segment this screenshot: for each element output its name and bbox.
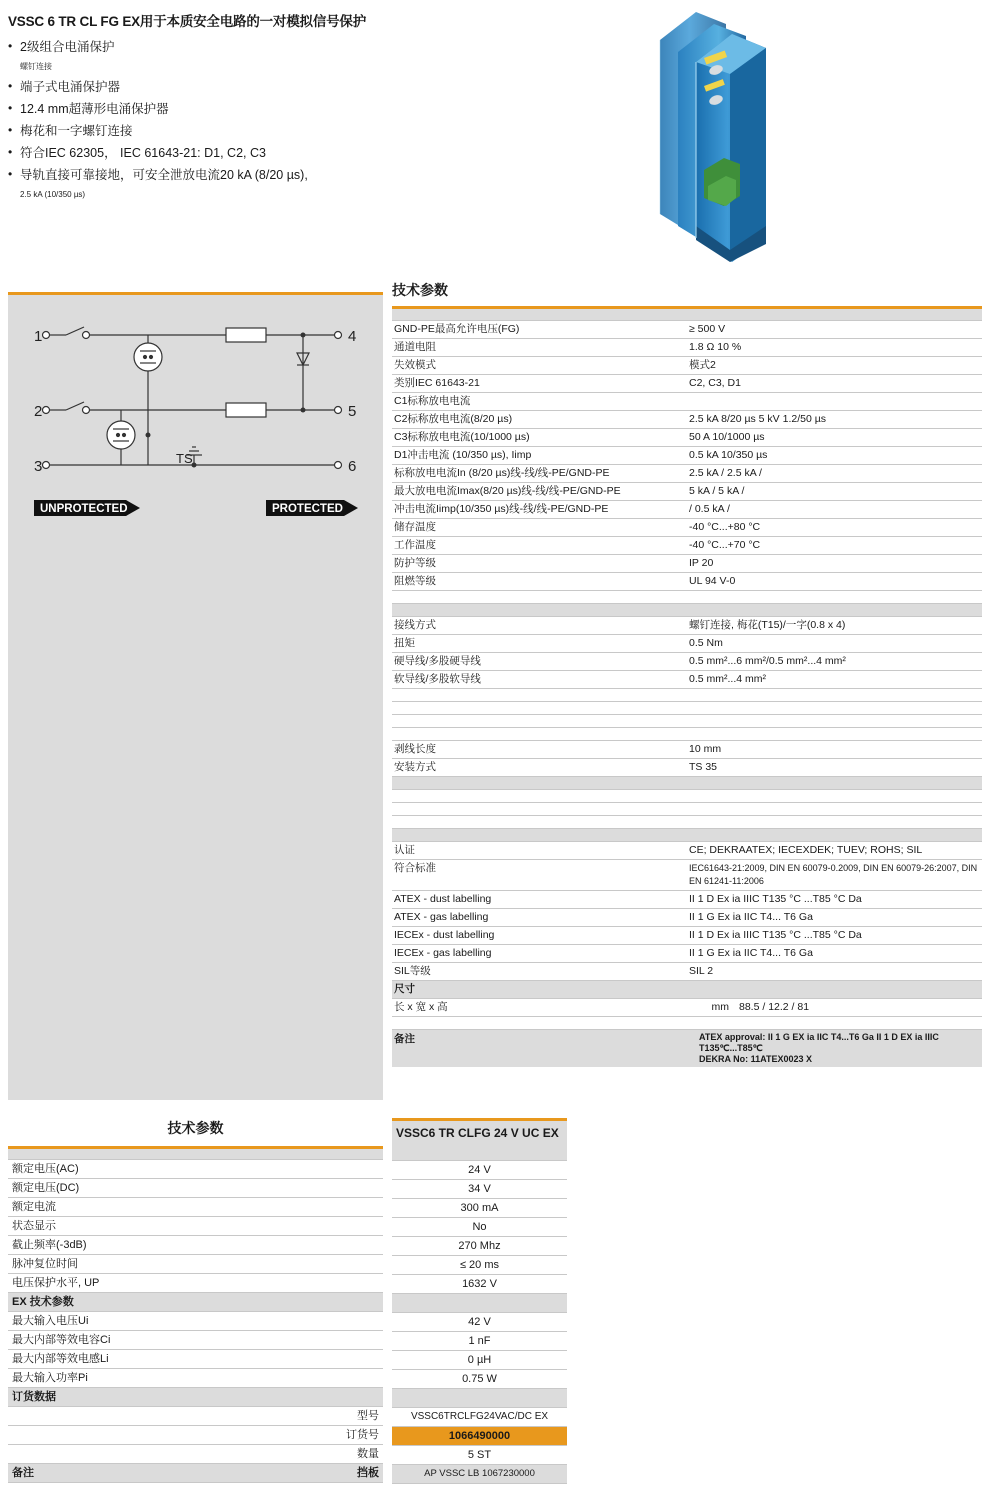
spec-key: 硬导线/多股硬导线: [392, 653, 687, 671]
spec-key: 最大内部等效电感Li: [8, 1350, 383, 1369]
terminal-label-5: 5: [348, 403, 357, 420]
table-row: [8, 1236, 383, 1255]
spec-key: 截止频率(-3dB): [8, 1236, 383, 1255]
spec-key: 安装方式: [392, 759, 687, 777]
spec-value: IP 20: [687, 555, 982, 573]
list-item: [8, 100, 408, 118]
table-row: [392, 1350, 567, 1369]
table-row: [392, 1198, 567, 1217]
spec-value: IEC61643-21:2009, DIN EN 60079-0.2009, DIN EN 60079-26:2007, DIN EN 61241-11:2006: [687, 860, 982, 891]
spec-value: 0.5 kA 10/350 µs: [687, 447, 982, 465]
feature-bullet-list: [8, 38, 408, 206]
spec-key: 防护等级: [392, 555, 687, 573]
table-row: [392, 555, 982, 573]
spec-value: 0.5 mm²...4 mm²: [687, 671, 982, 689]
order-value-artnum: 1066490000: [392, 1426, 567, 1445]
bullet-text: 梅花和一字螺钉连接: [20, 124, 133, 138]
bullet-subtext: 2.5 kA (10/350 µs): [20, 190, 86, 199]
spec-key: 脉冲复位时间: [8, 1255, 383, 1274]
bottom-spec-table: [8, 1146, 383, 1483]
table-row: [392, 671, 982, 689]
table-row: [392, 1464, 567, 1483]
spec-value: II 1 D Ex ia IIIC T135 °C ...T85 °C Da: [687, 891, 982, 909]
spec-value: -40 °C...+80 °C: [687, 519, 982, 537]
table-row: [392, 1217, 567, 1236]
remark-key: 备注: [8, 1464, 196, 1482]
spec-key: 额定电压(AC): [8, 1160, 383, 1179]
spec-value: 0.75 W: [392, 1369, 567, 1388]
spec-value: 模式2: [687, 357, 982, 375]
table-row: [392, 741, 982, 759]
list-item: [8, 38, 408, 74]
remark-line-1: ATEX approval: II 1 G EX ia IIC T4...T6 Ga II 1 D EX ia IIIC T135℃...T85℃: [699, 1032, 939, 1053]
spec-value: 42 V: [392, 1312, 567, 1331]
table-row: [8, 1312, 383, 1331]
terminal-label-3: 3: [34, 458, 43, 475]
order-key-artnum: 订货号: [8, 1426, 383, 1445]
order-key-model: 型号: [8, 1407, 383, 1426]
spec-key: 认证: [392, 842, 687, 860]
spec-key: 储存温度: [392, 519, 687, 537]
remark-line-2: DEKRA No: 11ATEX0023 X: [699, 1054, 813, 1064]
dimensions-key: 长 x 宽 x 高: [392, 999, 697, 1017]
table-row: [392, 483, 982, 501]
spec-key: C1标称放电电流: [392, 393, 687, 411]
spec-value: CE; DEKRAATEX; IECEXDEK; TUEV; ROHS; SIL: [687, 842, 982, 860]
dimensions-unit: mm: [697, 999, 737, 1017]
spec-value: 34 V: [392, 1179, 567, 1198]
table-row: [8, 1407, 383, 1426]
spec-value: 0.5 mm²...6 mm²/0.5 mm²...4 mm²: [687, 653, 982, 671]
dimensions-value: 88.5 / 12.2 / 81: [737, 999, 982, 1017]
spec-key: D1冲击电流 (10/350 µs), Iimp: [392, 447, 687, 465]
order-section-header: 订货数据: [8, 1388, 383, 1407]
order-value-model: VSSC6TRCLFG24VAC/DC EX: [392, 1407, 567, 1426]
list-item: [8, 78, 408, 96]
spec-key: IECEx - gas labelling: [392, 945, 687, 963]
spec-value: / 0.5 kA /: [687, 501, 982, 519]
unprotected-label: UNPROTECTED: [40, 503, 128, 515]
table-row: [8, 1198, 383, 1217]
spec-value: ≤ 20 ms: [392, 1255, 567, 1274]
spec-key: 最大放电电流Imax(8/20 µs)线-线/线-PE/GND-PE: [392, 483, 687, 501]
ts-label: TS: [176, 451, 193, 466]
table-row: [8, 1350, 383, 1369]
spec-value: 1 nF: [392, 1331, 567, 1350]
spec-key: C3标称放电电流(10/1000 µs): [392, 429, 687, 447]
spec-key: ATEX - gas labelling: [392, 909, 687, 927]
bullet-text: 符合IEC 62305， IEC 61643-21: D1, C2, C3: [20, 146, 266, 160]
table-row: [392, 1236, 567, 1255]
table-row: [392, 653, 982, 671]
table-row: [392, 321, 982, 339]
table-row: [392, 1369, 567, 1388]
terminal-label-6: 6: [348, 458, 357, 475]
spec-value: TS 35: [687, 759, 982, 777]
order-key-qty: 数量: [8, 1445, 383, 1464]
bullet-text: 12.4 mm超薄形电涌保护器: [20, 102, 169, 116]
spec-value: II 1 G Ex ia IIC T4... T6 Ga: [687, 909, 982, 927]
table-row: [392, 1255, 567, 1274]
table-row: [392, 357, 982, 375]
spec-key: 冲击电流Iimp(10/350 µs)线-线/线-PE/GND-PE: [392, 501, 687, 519]
spec-key: 通道电阻: [392, 339, 687, 357]
table-row: [8, 1274, 383, 1293]
spec-value: C2, C3, D1: [687, 375, 982, 393]
spec-key: 电压保护水平, UP: [8, 1274, 383, 1293]
spec-key: IECEx - dust labelling: [392, 927, 687, 945]
table-row: [392, 860, 982, 891]
list-item: [8, 166, 408, 202]
order-value-column: [392, 1118, 567, 1484]
bullet-text: 导轨直接可靠接地，可安全泄放电流20 kA (8/20 µs),: [20, 168, 308, 182]
table-row: [392, 1179, 567, 1198]
bullet-text: 端子式电涌保护器: [20, 80, 121, 94]
spec-value: 300 mA: [392, 1198, 567, 1217]
terminal-label-4: 4: [348, 328, 357, 345]
spec-value: -40 °C...+70 °C: [687, 537, 982, 555]
spec-key: 类别IEC 61643-21: [392, 375, 687, 393]
table-row: [392, 411, 982, 429]
spec-key: ATEX - dust labelling: [392, 891, 687, 909]
table-row: [392, 375, 982, 393]
table-row: [8, 1369, 383, 1388]
table-row: [392, 1445, 567, 1464]
table-row: [392, 635, 982, 653]
spec-key: 阻燃等级: [392, 573, 687, 591]
circuit-schematic: [8, 292, 383, 1100]
table-row: [392, 519, 982, 537]
dimensions-table: [392, 999, 982, 1067]
table-row: [8, 1331, 383, 1350]
table-row: [8, 1426, 383, 1445]
table-row: [392, 842, 982, 860]
table-row: [8, 1217, 383, 1236]
spec-key: 额定电流: [8, 1198, 383, 1217]
product-photo: [600, 0, 850, 285]
spec-value: 2.5 kA / 2.5 kA /: [687, 465, 982, 483]
order-value-qty: 5 ST: [392, 1445, 567, 1464]
table-row: [392, 999, 982, 1017]
spec-value: [687, 393, 982, 411]
spec-key: SIL等级: [392, 963, 687, 981]
bullet-subtext: 螺钉连接: [20, 62, 52, 71]
spec-key: 额定电压(DC): [8, 1179, 383, 1198]
spec-value: II 1 D Ex ia IIIC T135 °C ...T85 °C Da: [687, 927, 982, 945]
spec-value: 2.5 kA 8/20 µs 5 kV 1.2/50 µs: [687, 411, 982, 429]
table-row: [392, 1407, 567, 1426]
spec-value: SIL 2: [687, 963, 982, 981]
ex-section-header: EX 技术参数: [8, 1293, 383, 1312]
spec-value: 270 Mhz: [392, 1236, 567, 1255]
spec-value: 0.5 Nm: [687, 635, 982, 653]
page-title: VSSC 6 TR CL FG EX用于本质安全电路的一对模拟信号保护: [8, 14, 367, 29]
technical-data-bottom-section: [8, 1118, 383, 1483]
table-row: [392, 465, 982, 483]
table-row: [392, 393, 982, 411]
table-row: [392, 537, 982, 555]
remark-header: 备注: [392, 1030, 697, 1067]
order-remark-value: AP VSSC LB 1067230000: [392, 1464, 567, 1483]
spec-value: 50 A 10/1000 µs: [687, 429, 982, 447]
spec-key: 最大输入电压Ui: [8, 1312, 383, 1331]
bullet-text: 2级组合电涌保护: [20, 40, 115, 54]
table-row: [392, 945, 982, 963]
table-row: [392, 447, 982, 465]
spec-key: 扭矩: [392, 635, 687, 653]
table-row: [392, 1426, 567, 1445]
spec-value: II 1 G Ex ia IIC T4... T6 Ga: [687, 945, 982, 963]
terminal-label-2: 2: [34, 403, 43, 420]
spec-key: 软导线/多股软导线: [392, 671, 687, 689]
table-row: [8, 1179, 383, 1198]
table-row: [392, 1274, 567, 1293]
table-row: [392, 1160, 567, 1179]
remark-mid: 挡板: [196, 1464, 384, 1482]
table-row: [392, 429, 982, 447]
spec-value: ≥ 500 V: [687, 321, 982, 339]
variant-header: VSSC6 TR CLFG 24 V UC EX: [392, 1118, 567, 1148]
table-row: [392, 501, 982, 519]
spec-table: [392, 306, 982, 999]
section-title-bottom: 技术参数: [167, 1120, 224, 1136]
table-row: [392, 1331, 567, 1350]
spec-key: 符合标准: [392, 860, 687, 891]
list-item: [8, 122, 408, 140]
table-row: [8, 1255, 383, 1274]
table-row: [392, 573, 982, 591]
table-row: [392, 891, 982, 909]
spec-key: 最大输入功率Pi: [8, 1369, 383, 1388]
spec-key: 状态显示: [8, 1217, 383, 1236]
dimensions-header: 尺寸: [392, 981, 982, 999]
spec-key: 标称放电电流In (8/20 µs)线-线/线-PE/GND-PE: [392, 465, 687, 483]
section-title: 技术参数: [392, 282, 448, 298]
spec-value: 1.8 Ω 10 %: [687, 339, 982, 357]
spec-key: C2标称放电电流(8/20 µs): [392, 411, 687, 429]
table-row: [392, 339, 982, 357]
spec-key: 接线方式: [392, 617, 687, 635]
table-row: [8, 1445, 383, 1464]
table-row: [392, 963, 982, 981]
spec-value: 螺钉连接, 梅花(T15)/一字(0.8 x 4): [687, 617, 982, 635]
spec-key: 剥线长度: [392, 741, 687, 759]
table-row: [392, 927, 982, 945]
table-row: [392, 1312, 567, 1331]
table-row: [392, 759, 982, 777]
spec-key: 最大内部等效电容Ci: [8, 1331, 383, 1350]
list-item: [8, 144, 408, 162]
order-value-table: [392, 1148, 567, 1484]
spec-value: UL 94 V-0: [687, 573, 982, 591]
spec-key: GND-PE最高允许电压(FG): [392, 321, 687, 339]
spec-value: 10 mm: [687, 741, 982, 759]
spec-value: No: [392, 1217, 567, 1236]
spec-key: 工作温度: [392, 537, 687, 555]
table-row: [8, 1160, 383, 1179]
spec-value: 24 V: [392, 1160, 567, 1179]
protected-label: PROTECTED: [272, 503, 343, 515]
terminal-label-1: 1: [34, 328, 43, 345]
spec-value: 1632 V: [392, 1274, 567, 1293]
spec-value: 5 kA / 5 kA /: [687, 483, 982, 501]
table-row: [392, 909, 982, 927]
spec-key: 失效模式: [392, 357, 687, 375]
table-row: [392, 617, 982, 635]
spec-value: 0 µH: [392, 1350, 567, 1369]
technical-data-section: [392, 280, 982, 1067]
